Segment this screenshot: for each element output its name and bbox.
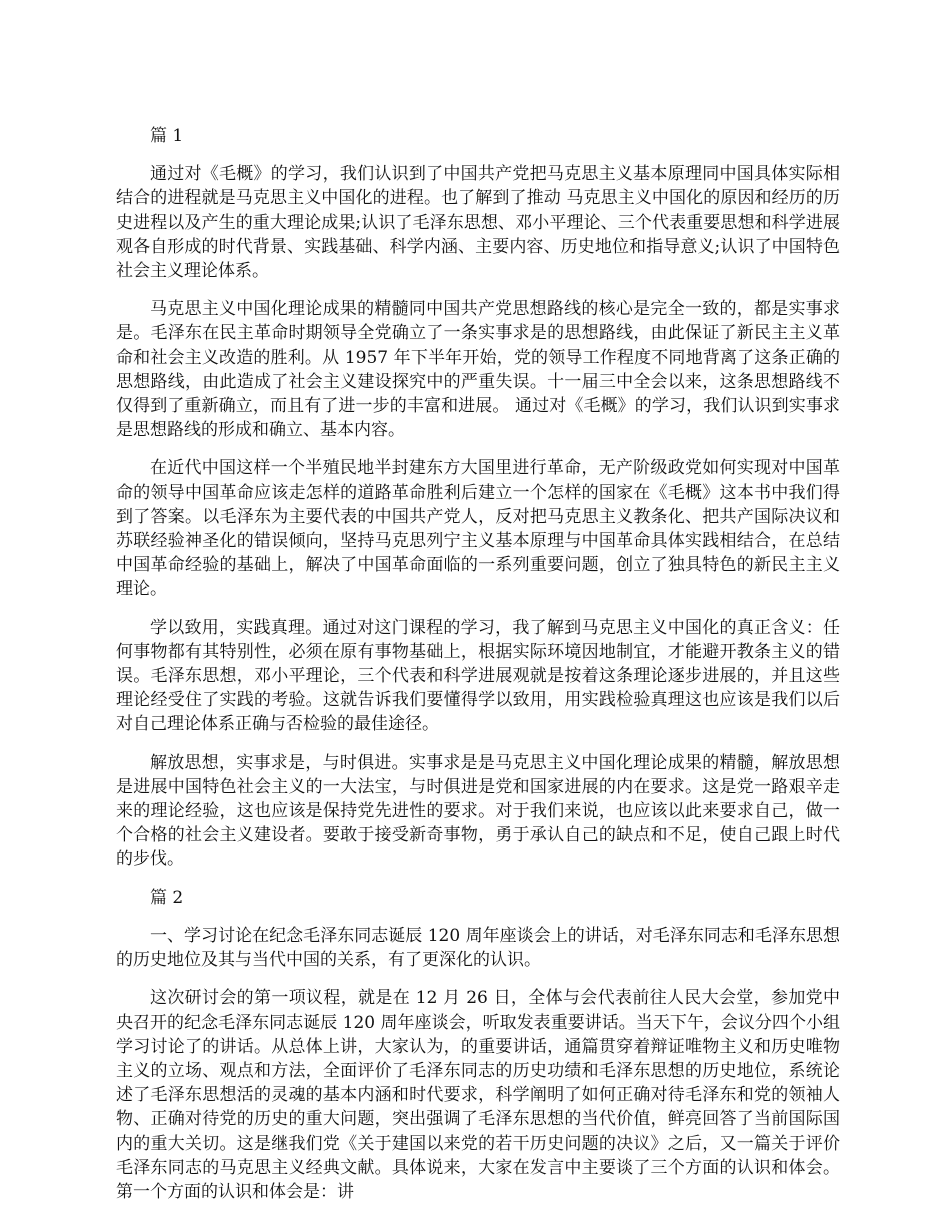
paragraph: 解放思想，实事求是，与时俱进。实事求是是马克思主义中国化理论成果的精髓，解放思想是进展中国特色社会主义的一大法宝，与时俱进是党和国家进展的内在要求。这是党一路艰辛走来的理论经验，这也应该是保持党先进性的要求。对于我们来说，也应该以此来要求自己，做一个合格的社会主义建设者。要敢于接受新奇事物，勇于承认自己的缺点和不足，使自己跟上时代的步伐。: [116, 752, 840, 870]
paragraph: 通过对《毛概》的学习，我们认识到了中国共产党把马克思主义基本原理同中国具体实际相结合的进程就是马克思主义中国化的进程。也了解到了推动 马克思主义中国化的原因和经历的历史进程以及产生的重大理论成果;认识了毛泽东思想、邓小平理论、三个代表重要思想和科学进展观各自形成的时代背景、实践基础、科学内涵、主要内容、历史地位和指导意义;认识了中国特色社会主义理论体系。: [116, 164, 840, 282]
section-heading: 篇 2: [150, 887, 184, 908]
paragraph: 学以致用，实践真理。通过对这门课程的学习，我了解到马克思主义中国化的真正含义：任何事物都有其特别性，必须在原有事物基础上，根据实际环境因地制宜，才能避开教条主义的错误。毛泽东思想，邓小平理论，三个代表和科学进展观就是按着这条理论逐步进展的，并且这些理论经受住了实践的考验。这就告诉我们要懂得学以致用，用实践检验真理这也应该是我们以后对自己理论体系正确与否检验的最佳途径。: [116, 617, 840, 735]
paragraph: 在近代中国这样一个半殖民地半封建东方大国里进行革命，无产阶级政党如何实现对中国革命的领导中国革命应该走怎样的道路革命胜利后建立一个怎样的国家在《毛概》这本书中我们得到了答案。以毛泽东为主要代表的中国共产党人，反对把马克思主义教条化、把共产国际决议和苏联经验神圣化的错误倾向，坚持马克思列宁主义基本原理与中国革命具体实践相结合，在总结中国革命经验的基础上，解决了中国革命面临的一系列重要问题，创立了独具特色的新民主主义理论。: [116, 458, 840, 600]
paragraph: 一、学习讨论在纪念毛泽东同志诞辰 120 周年座谈会上的讲话，对毛泽东同志和毛泽东思想的历史地位及其与当代中国的关系，有了更深化的认识。: [116, 925, 840, 971]
paragraph: 这次研讨会的第一项议程，就是在 12 月 26 日，全体与会代表前往人民大会堂，参加党中央召开的纪念毛泽东同志诞辰 120 周年座谈会，听取发表重要讲话。当天下午，会议分四个小组学习讨论了的讲话。从总体上讲，大家认为，的重要讲话，通篇贯穿着辩证唯物主义和历史唯物主义的立场、观点和方法，全面评价了毛泽东同志的历史功绩和毛泽东思想的历史地位，系统论述了毛泽东思想活的灵魂的基本内涵和时代要求，科学阐明了如何正确对待毛泽东和党的领袖人物、正确对待党的历史的重大问题，突出强调了毛泽东思想的当代价值，鲜亮回答了当前国际国内的重大关切。这是继我们党《关于建国以来党的若干历史问题的决议》之后，又一篇关于评价毛泽东同志的马克思主义经典文献。具体说来，大家在发言中主要谈了三个方面的认识和体会。第一个方面的认识和体会是：讲: [116, 988, 840, 1202]
paragraph: 马克思主义中国化理论成果的精髓同中国共产党思想路线的核心是完全一致的，都是实事求是。毛泽东在民主革命时期领导全党确立了一条实事求是的思想路线，由此保证了新民主主义革命和社会主义改造的胜利。从 1957 年下半年开始，党的领导工作程度不同地背离了这条正确的思想路线，由此造成了社会主义建设探究中的严重失误。十一届三中全会以来，这条思想路线不仅得到了重新确立，而且有了进一步的丰富和进展。 通过对《毛概》的学习，我们认识到实事求是思想路线的形成和确立、基本内容。: [116, 299, 840, 441]
document-page: [116, 124, 840, 1218]
section-2: [116, 886, 840, 1204]
section-1: [116, 124, 840, 872]
section-heading: 篇 1: [150, 126, 184, 146]
